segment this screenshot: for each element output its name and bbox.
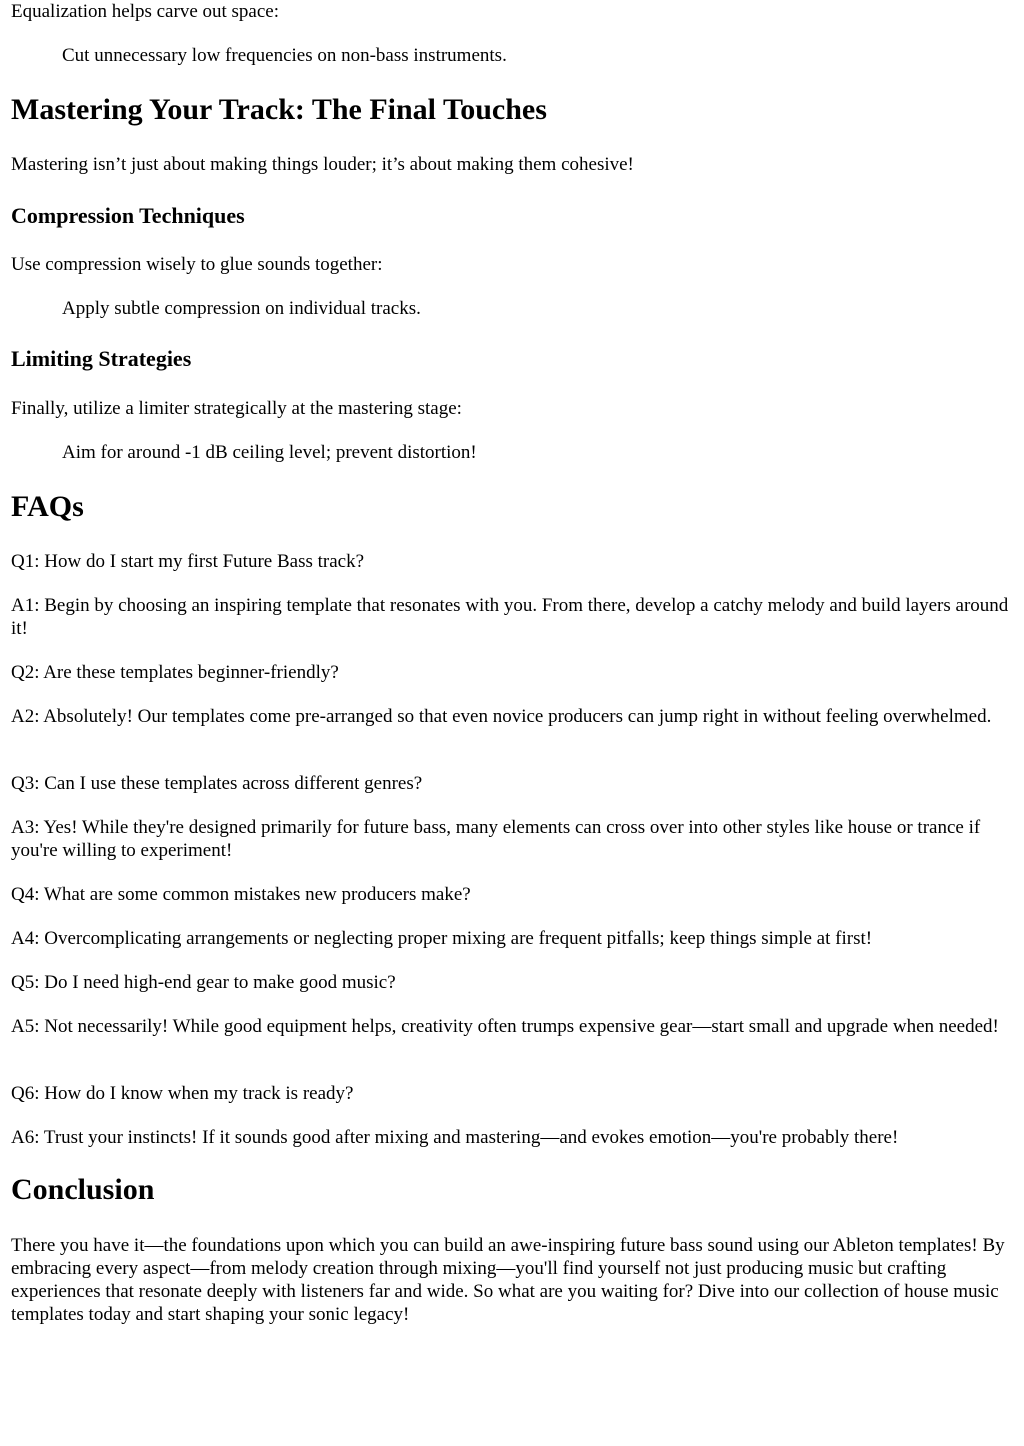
conclusion-heading: Conclusion (11, 1173, 155, 1206)
conclusion-text: There you have it—the foundations upon which you can build an awe-inspiring future bass sound using our Ableton templates! By embracing every aspect—from melody creation through mixing—you'll find yourself not just producing music but crafting experiences that resonate deeply with listeners far and wide. So what are you waiting for? Dive into our collection of house music templates today and start shaping your sonic legacy! (11, 1235, 1005, 1325)
faq-question: Q3: Can I use these templates across different genres? (11, 773, 423, 794)
mastering-text: Mastering isn’t just about making things louder; it’s about making them cohesive! (11, 154, 634, 175)
faq-answer: A6: Trust your instincts! If it sounds good after mixing and mastering—and evokes emotion—you're probably there! (11, 1127, 899, 1148)
limiting-list-item: Aim for around -1 dB ceiling level; prevent distortion! (62, 442, 477, 463)
faq-question: Q2: Are these templates beginner-friendly? (11, 662, 339, 683)
compression-list-item: Apply subtle compression on individual tracks. (62, 298, 421, 319)
eq-intro-text: Equalization helps carve out space: (11, 1, 280, 22)
eq-list-item: Cut unnecessary low frequencies on non-bass instruments. (62, 45, 507, 66)
faq-answer: A1: Begin by choosing an inspiring template that resonates with you. From there, develop a catchy melody and build layers around it! (11, 595, 1009, 639)
faqs-heading: FAQs (11, 490, 84, 523)
faq-question: Q5: Do I need high-end gear to make good music? (11, 972, 396, 993)
compression-heading: Compression Techniques (11, 203, 245, 228)
limiting-text: Finally, utilize a limiter strategically at the mastering stage: (11, 398, 462, 419)
faq-answer: A3: Yes! While they're designed primarily for future bass, many elements can cross over into other styles like house or trance if you're willing to experiment! (11, 817, 981, 861)
faq-answer: A5: Not necessarily! While good equipment helps, creativity often trumps expensive gear—start small and upgrade when needed! (11, 1016, 999, 1037)
limiting-heading: Limiting Strategies (11, 346, 192, 371)
faq-question: Q1: How do I start my first Future Bass track? (11, 551, 365, 572)
faq-answer: A4: Overcomplicating arrangements or neglecting proper mixing are frequent pitfalls; keep things simple at first! (11, 928, 873, 949)
faq-question: Q4: What are some common mistakes new producers make? (11, 884, 471, 905)
compression-text: Use compression wisely to glue sounds together: (11, 254, 383, 275)
faq-answer: A2: Absolutely! Our templates come pre-arranged so that even novice producers can jump right in without feeling overwhelmed. (11, 706, 992, 727)
faq-question: Q6: How do I know when my track is ready? (11, 1083, 354, 1104)
mastering-heading: Mastering Your Track: The Final Touches (11, 93, 547, 126)
